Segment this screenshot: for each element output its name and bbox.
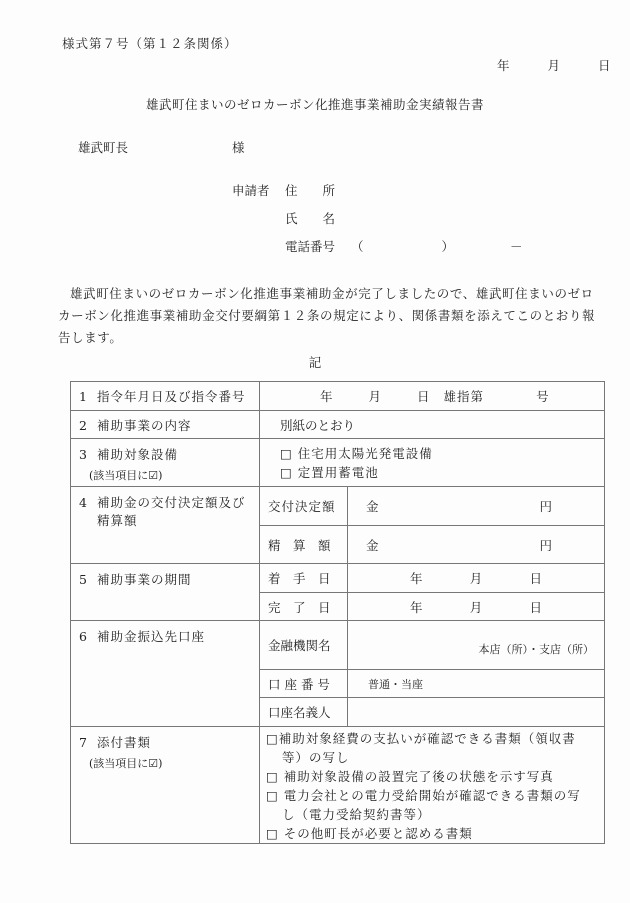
- row5-label-cell: [71, 564, 260, 621]
- decision-amount-value-cell: [348, 487, 605, 526]
- account-type: 普通・当座: [368, 677, 423, 691]
- phone-open-paren: （: [350, 239, 364, 254]
- report-date: [497, 56, 610, 74]
- start-day: 日: [529, 571, 543, 586]
- row1-year: 年: [320, 389, 333, 404]
- attachment-other[interactable]: □ その他町長が必要と認める書類: [266, 826, 473, 841]
- date-year: 年: [497, 58, 510, 73]
- row4-number: 4: [79, 495, 87, 510]
- row6-number: 6: [79, 629, 87, 644]
- row6-label: 補助金振込先口座: [97, 629, 206, 644]
- decision-amount-kin: 金: [366, 499, 379, 514]
- row2-value-cell: [260, 411, 605, 439]
- settle-amount-label: 精 算 額: [268, 537, 331, 553]
- end-date-label: 完 了 日: [268, 599, 331, 615]
- account-number-value-cell: [348, 670, 605, 698]
- account-number-label: 口 座 番 号: [268, 676, 330, 692]
- bank-name-label: 金融機関名: [268, 638, 331, 653]
- end-date-label-cell: [260, 593, 348, 621]
- row3-label-cell: [71, 439, 260, 487]
- row7-label-cell: [71, 727, 260, 844]
- date-day: 日: [597, 58, 611, 73]
- end-year: 年: [410, 599, 423, 615]
- start-date-label-cell: [260, 564, 348, 593]
- attachment-power-contract[interactable]: □ 電力会社との電力受給開始が確認できる書類の写: [266, 788, 581, 803]
- applicant-name-row: [285, 209, 347, 227]
- attachment-photo[interactable]: □ 補助対象設備の設置完了後の状態を示す写真: [266, 769, 554, 784]
- settle-amount-kin: 金: [366, 537, 379, 553]
- settle-amount-yen: 円: [539, 537, 553, 553]
- row6-label-cell: [71, 621, 260, 727]
- bank-name-label-cell: [260, 621, 348, 670]
- address-label: 住 所: [285, 183, 336, 198]
- row7-number: 7: [79, 735, 87, 750]
- phone-label: 電話番号: [285, 239, 336, 254]
- settle-amount-value-cell: [348, 526, 605, 564]
- row3-value-cell: [260, 439, 605, 487]
- applicant-label: 申請者: [232, 183, 270, 198]
- account-holder-label: 口座名義人: [268, 705, 331, 720]
- row1-day: 日: [417, 389, 430, 404]
- row3-label: 補助対象設備: [97, 447, 179, 462]
- attachment-receipt-cont: 等）の写し: [282, 750, 350, 765]
- decision-amount-label: 交付決定額: [268, 499, 336, 514]
- name-label: 氏 名: [285, 211, 336, 226]
- start-date-label: 着 手 日: [268, 571, 331, 586]
- row7-note: (該当項目に☑): [89, 757, 163, 770]
- table-row-bank: [71, 621, 605, 670]
- row3-note: (該当項目に☑): [89, 469, 163, 482]
- applicant-address-row: [285, 181, 347, 199]
- end-date-value-cell: [348, 593, 605, 621]
- row3-number: 3: [79, 447, 87, 462]
- page-title: 雄武町住まいのゼロカーボン化推進事業補助金実績報告書: [145, 97, 484, 112]
- addressee-name: 雄武町長: [78, 140, 129, 155]
- table-row-period-start: [71, 564, 605, 593]
- ki-heading: 記: [308, 355, 322, 370]
- row1-directive-suffix: 号: [536, 389, 549, 404]
- equipment-option-battery[interactable]: □ 定置用蓄電池: [280, 464, 379, 480]
- table-row-attachments: [71, 727, 605, 844]
- row4-label-cell: [71, 487, 260, 564]
- end-month: 月: [469, 599, 483, 615]
- report-table: [70, 381, 605, 844]
- table-row-directive: [71, 382, 605, 411]
- table-row-content: [71, 411, 605, 439]
- attachment-power-contract-cont: し（電力受給契約書等）: [282, 807, 431, 822]
- table-row-equipment: [71, 439, 605, 487]
- addressee-honorific: 様: [232, 140, 245, 155]
- row2-label-cell: [71, 411, 260, 439]
- attachment-receipt[interactable]: □補助対象経費の支払いが確認できる書類（領収書: [266, 731, 576, 746]
- applicant-phone-row: [285, 237, 522, 255]
- decision-amount-yen: 円: [539, 499, 553, 514]
- row1-label: 指令年月日及び指令番号: [97, 389, 246, 404]
- settle-amount-label-cell: [260, 526, 348, 564]
- table-row-amount-decision: [71, 487, 605, 526]
- start-year: 年: [410, 571, 423, 586]
- bank-name-value-cell: [348, 621, 605, 670]
- row7-label: 添付書類: [97, 735, 152, 750]
- row5-label: 補助事業の期間: [97, 572, 192, 587]
- phone-close-paren: ）: [441, 239, 454, 254]
- form-number: 様式第７号（第１２条関係）: [62, 36, 238, 51]
- row2-number: 2: [79, 417, 87, 433]
- phone-dash: －: [509, 239, 523, 254]
- row1-directive-prefix: 雄指第: [443, 389, 485, 404]
- row4-label: 補助金の交付決定額及び: [97, 495, 246, 510]
- account-holder-value-cell: [348, 698, 605, 727]
- equipment-option-solar[interactable]: □ 住宅用太陽光発電設備: [280, 445, 433, 461]
- row1-label-cell: [71, 382, 260, 411]
- row4-label-cont: 精算額: [97, 513, 138, 528]
- account-holder-label-cell: [260, 698, 348, 727]
- report-body-text: 雄武町住まいのゼロカーボン化推進事業補助金が完了しましたので、雄武町住まいのゼロカーボン化推進事業補助金交付要綱第１２条の規定により、関係書類を添えてこのとおり報告します。: [58, 286, 596, 345]
- start-date-value-cell: [348, 564, 605, 593]
- end-day: 日: [529, 599, 543, 615]
- row1-value-cell: [260, 382, 605, 411]
- row2-label: 補助事業の内容: [97, 417, 192, 433]
- account-number-label-cell: [260, 670, 348, 698]
- date-month: 月: [547, 58, 560, 73]
- start-month: 月: [469, 571, 483, 586]
- decision-amount-label-cell: [260, 487, 348, 526]
- row1-month: 月: [368, 389, 382, 404]
- branch-options: 本店（所）・支店（所）: [478, 643, 595, 656]
- row5-number: 5: [79, 572, 87, 587]
- row7-value-cell: [260, 727, 605, 844]
- row1-number: 1: [79, 389, 87, 404]
- row2-value: 別紙のとおり: [280, 417, 356, 433]
